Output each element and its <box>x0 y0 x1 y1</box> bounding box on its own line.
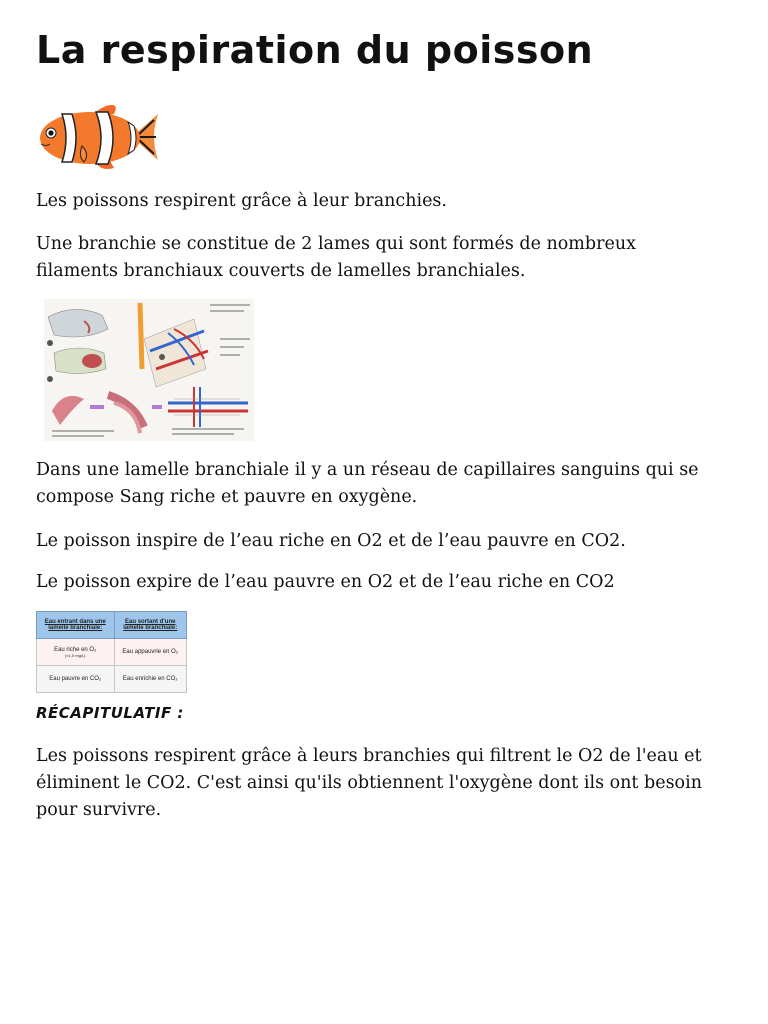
table-cell: Eau pauvre en CO₂ <box>37 666 115 693</box>
table-row <box>37 639 187 666</box>
page-title: La respiration du poisson <box>36 28 594 72</box>
paragraph-intro: Les poissons respirent grâce à leur branchies. <box>36 191 447 211</box>
table-cell-text: Eau riche en O₂ <box>54 646 97 653</box>
table-header-cell: Eau entrant dans une lamelle branchiale: <box>37 612 115 639</box>
table-cell: Eau appauvrie en O₂ <box>114 639 186 666</box>
table-row <box>37 666 187 693</box>
clownfish-icon <box>36 100 160 174</box>
paragraph-expire: Le poisson expire de l’eau pauvre en O2 et de l’eau riche en CO2 <box>36 572 615 592</box>
gill-diagram-image <box>44 299 254 441</box>
table-header-row <box>37 612 187 639</box>
recap-heading: RÉCAPITULATIF : <box>36 704 184 722</box>
paragraph-lamelle: Dans une lamelle branchiale il y a un réseau de capillaires sanguins qui se compose Sang riche et pauvre en oxygène. <box>36 460 699 507</box>
table-header-cell: Eau sortant d'une lamelle branchiale: <box>114 612 186 639</box>
table-cell: Eau enrichie en CO₂ <box>114 666 186 693</box>
table-cell-note: (≈1,0 mg/L) <box>65 652 86 658</box>
paragraph-inspire: Le poisson inspire de l’eau riche en O2 et de l’eau pauvre en CO2. <box>36 531 626 551</box>
table-cell <box>37 639 115 666</box>
paragraph-branchie: Une branchie se constitue de 2 lames qui sont formés de nombreux filaments branchiaux couverts de lamelles branchiales. <box>36 234 636 281</box>
water-exchange-table <box>36 611 187 693</box>
recap-paragraph: Les poissons respirent grâce à leurs branchies qui filtrent le O2 de l'eau et éliminent le CO2. C'est ainsi qu'ils obtiennent l'oxygène dont ils ont besoin pour survivre. <box>36 746 702 820</box>
